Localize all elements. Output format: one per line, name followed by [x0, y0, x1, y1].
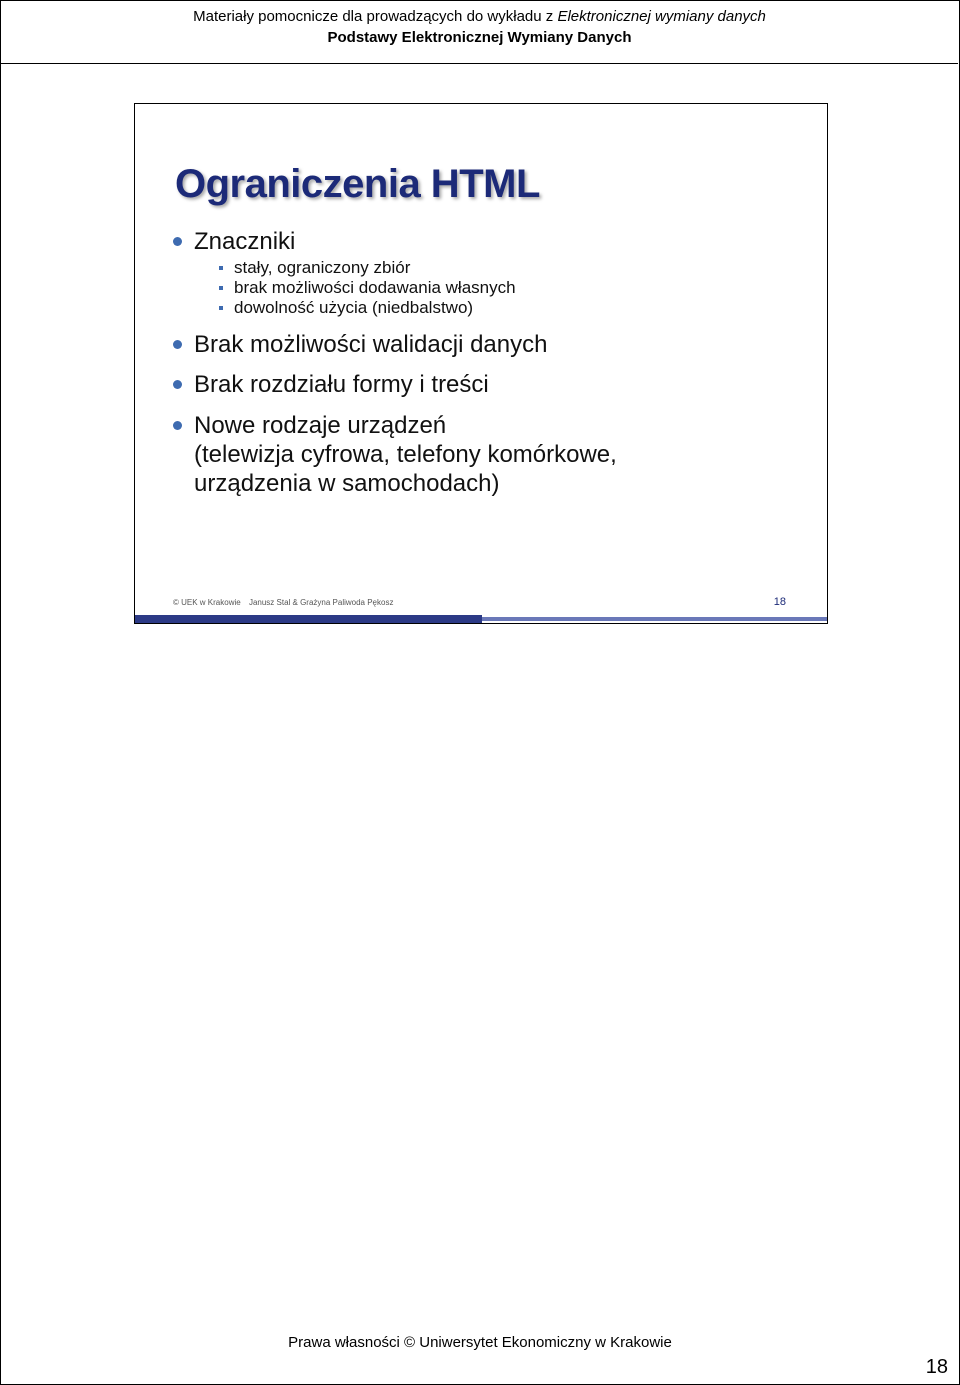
- square-bullet-icon: [219, 306, 223, 310]
- slide-footer-bar-light: [482, 617, 827, 621]
- bullet-dot-icon: [173, 380, 182, 389]
- bullet-item: [194, 227, 295, 256]
- bullet-text-line: (telewizja cyfrowa, telefony komórkowe,: [194, 441, 617, 468]
- slide-footer-authors: Janusz Stal & Grażyna Paliwoda Pękosz: [248, 598, 394, 607]
- slide-footer-bar: [135, 615, 482, 623]
- slide-footer-institution: © UEK w Krakowie: [173, 598, 241, 607]
- page-number: 18: [925, 1356, 948, 1378]
- bullet-item: [194, 370, 489, 399]
- bullet-text: Brak możliwości walidacji danych: [194, 331, 548, 358]
- bullet-text: Znaczniki: [194, 228, 296, 255]
- slide-title: Ograniczenia HTML: [175, 162, 540, 206]
- sub-item: [234, 258, 410, 278]
- sub-item-text: brak możliwości dodawania własnych: [234, 278, 516, 297]
- header-course-italic: Elektronicznej wymiany danych: [557, 8, 766, 25]
- page-footer: Prawa własności © Uniwersytet Ekonomiczny w Krakowie: [288, 1334, 672, 1351]
- bullet-item: [194, 330, 547, 359]
- sub-item: [234, 298, 473, 318]
- sub-item-text: dowolność użycia (niedbalstwo): [234, 298, 474, 317]
- bullet-dot-icon: [173, 237, 182, 246]
- bullet-text-line: Nowe rodzaje urządzeń: [194, 412, 447, 439]
- page-header: [1, 1, 958, 64]
- slide: [134, 103, 828, 624]
- slide-number: 18: [773, 596, 786, 608]
- header-course-line: [1, 8, 958, 26]
- bullet-item: [194, 411, 617, 498]
- square-bullet-icon: [219, 266, 223, 270]
- sub-item-text: stały, ograniczony zbiór: [234, 258, 411, 277]
- header-course-prefix: Materiały pomocnicze dla prowadzących do wykładu z: [193, 8, 558, 25]
- square-bullet-icon: [219, 286, 223, 290]
- bullet-dot-icon: [173, 421, 182, 430]
- slide-footer: [173, 598, 399, 607]
- header-subject: Podstawy Elektronicznej Wymiany Danych: [327, 29, 632, 46]
- bullet-text-line: urządzenia w samochodach): [194, 470, 500, 497]
- sub-item: [234, 278, 516, 298]
- bullet-text: Brak rozdziału formy i treści: [194, 371, 489, 398]
- bullet-dot-icon: [173, 340, 182, 349]
